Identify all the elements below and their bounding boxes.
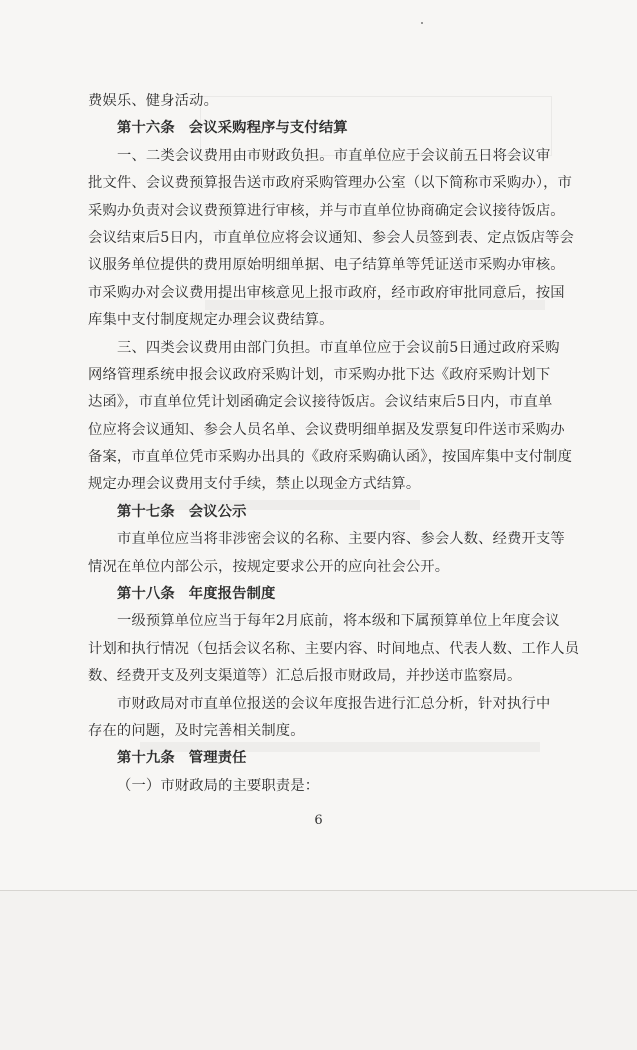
text-line: 一、二类会议费用由市财政负担。市直单位应于会议前五日将会议审 [117,147,551,164]
text-line: （一）市财政局的主要职责是： [117,777,320,794]
text-line: 存在的问题，及时完善相关制度。 [88,722,305,739]
article-title: 管理责任 [188,750,247,767]
text-line: 市直单位应当将非涉密会议的名称、主要内容、参会人数、经费开支等 [117,531,565,548]
text-line: 三、四类会议费用由部门负担。市直单位应于会议前5日通过政府采购 [117,339,560,356]
article-title: 会议采购程序与支付结算 [188,120,348,137]
text-line: 一级预算单位应当于每年2月底前，将本级和下属预算单位上年度会议 [117,613,560,630]
text-line: 情况在单位内部公示，按规定要求公开的应向社会公开。 [88,558,450,575]
article-title: 会议公示 [188,503,247,520]
article-19-heading [88,745,568,772]
text-line: 批文件、会议费预算报告送市政府采购管理办公室（以下简称市采购办），市 [88,175,573,192]
text-line: 会议结束后5日内，市直单位应将会议通知、参会人员签到表、定点饭店等会 [88,229,574,246]
article-16-heading [88,115,568,142]
text-line: 规定办理会议费用支付手续，禁止以现金方式结算。 [88,476,421,493]
document-body [88,88,580,800]
text-line: 数、经费开支及列支渠道等）汇总后报市财政局，并抄送市监察局。 [88,668,522,685]
article-title: 年度报告制度 [188,586,276,603]
text-line: 市采购办对会议费用提出审核意见上报市政府，经市政府审批同意后，按国 [88,284,565,301]
page-number: 6 [314,813,323,828]
text-line: 网络管理系统申报会议政府采购计划，市采购办批下达《政府采购计划下 [88,366,551,383]
text-line: 备案，市直单位凭市采购办出具的《政府采购确认函》，按国库集中支付制度 [88,449,573,466]
text-line: 费娱乐、健身活动。 [88,93,219,109]
text-line: 库集中支付制度规定办理会议费结算。 [88,312,334,329]
text-line: 计划和执行情况（包括会议名称、主要内容、时间地点、代表人数、工作人员 [88,640,580,657]
text-line: 位应将会议通知、参会人员名单、会议费明细单据及发票复印件送市采购办 [88,421,565,438]
text-line: 市财政局对市直单位报送的会议年度报告进行汇总分析，针对执行中 [117,695,551,712]
text-line: 达函》，市直单位凭计划函确定会议接待饭店。会议结束后5日内，市直单 [88,394,553,411]
article-18-heading [88,581,568,608]
text-line: 采购办负责对会议费预算进行审核，并与市直单位协商确定会议接待饭店。 [88,202,565,219]
article-number: 第十九条 [117,750,175,767]
scan-speck [421,22,423,24]
article-17-heading [88,499,568,526]
article-number: 第十七条 [117,503,175,520]
text-line: 议服务单位提供的费用原始明细单据、电子结算单等凭证送市采购办审核。 [88,257,565,274]
article-number: 第十八条 [117,586,175,603]
article-number: 第十六条 [117,120,175,137]
